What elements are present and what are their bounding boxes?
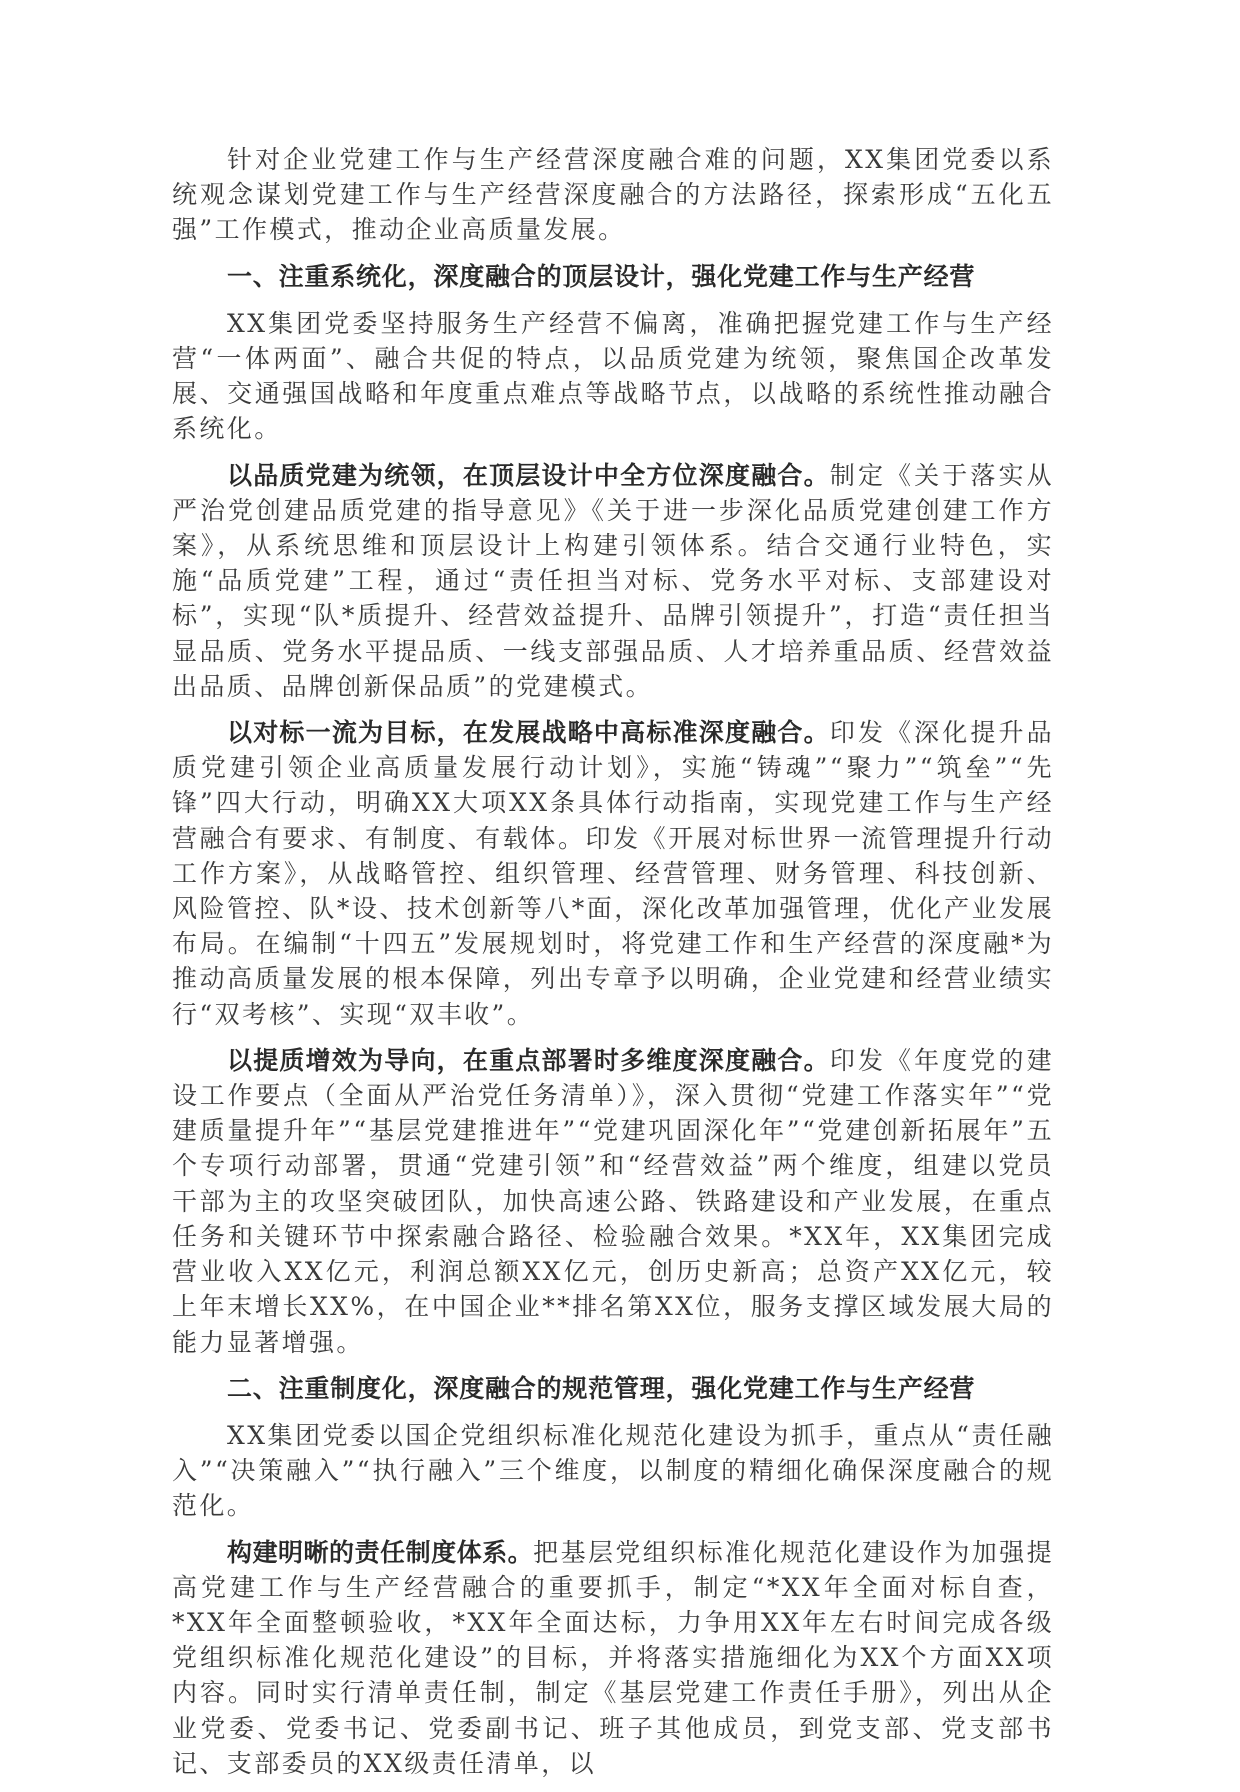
paragraph-lead: 构建明晰的责任制度体系。 <box>227 1537 534 1567</box>
document-page <box>172 142 1054 1792</box>
section-1-heading: 一、注重系统化，深度融合的顶层设计，强化党建工作与生产经营 <box>227 261 976 291</box>
paragraph-text: XX集团党委以国企党组织标准化规范化建设为抓手，重点从“责任融入”“决策融入”“执行融入”三个维度，以制度的精细化确保深度融合的规范化。 <box>172 1420 1054 1521</box>
section-1-paragraph-1 <box>172 306 1054 447</box>
paragraph-text: 印发《年度党的建设工作要点（全面从严治党任务清单）》，深入贯彻“党建工作落实年”“党建质量提升年”“基层党建推进年”“党建巩固深化年”“党建创新拓展年”五个专项行动部署，贯通“党建引领”和“经营效益”两个维度，组建以党员干部为主的攻坚突破团队，加快高速公路、铁路建设和产业发展，在重点任务和关键环节中探索融合路径、检验融合效果。*XX年，XX集团完成营业收入XX亿元，利润总额XX亿元，创历史新高；总资产XX亿元，较上年末增长XX%，在中国企业**排名第XX位，服务支撑区域发展大局的能力显著增强。 <box>172 1045 1054 1357</box>
paragraph-text: 把基层党组织标准化规范化建设作为加强提高党建工作与生产经营融合的重要抓手，制定“*XX年全面对标自查，*XX年全面整顿验收，*XX年全面达标，力争用XX年左右时间完成各级党组织标准化规范化建设”的目标，并将落实措施细化为XX个方面XX项内容。同时实行清单责任制，制定《基层党建工作责任手册》，列出从企业党委、党委书记、党委副书记、班子其他成员，到党支部、党支部书记、支部委员的XX级责任清单，以 <box>172 1537 1054 1778</box>
section-2-heading: 二、注重制度化，深度融合的规范管理，强化党建工作与生产经营 <box>227 1373 976 1403</box>
section-2-paragraph-2 <box>172 1535 1054 1781</box>
paragraph-lead: 以提质增效为导向，在重点部署时多维度深度融合。 <box>227 1045 830 1075</box>
paragraph-lead: 以品质党建为统领，在顶层设计中全方位深度融合。 <box>227 460 830 490</box>
section-1-paragraph-4 <box>172 1043 1054 1360</box>
intro-paragraph: 针对企业党建工作与生产经营深度融合难的问题，XX集团党委以系统观念谋划党建工作与生产经营深度融合的方法路径，探索形成“五化五强”工作模式，推动企业高质量发展。 <box>172 145 1054 245</box>
section-1-paragraph-2 <box>172 458 1054 704</box>
section-2-paragraph-1 <box>172 1418 1054 1524</box>
section-1-paragraph-3 <box>172 715 1054 1032</box>
paragraph-text: XX集团党委坚持服务生产经营不偏离，准确把握党建工作与生产经营“一体两面”、融合共促的特点，以品质党建为统领，聚焦国企改革发展、交通强国战略和年度重点难点等战略节点，以战略的系统性推动融合系统化。 <box>172 308 1054 444</box>
paragraph-text: 印发《深化提升品质党建引领企业高质量发展行动计划》，实施“铸魂”“聚力”“筑垒”“先锋”四大行动，明确XX大项XX条具体行动指南，实现党建工作与生产经营融合有要求、有制度、有载体。印发《开展对标世界一流管理提升行动工作方案》，从战略管控、组织管理、经营管理、财务管理、科技创新、风险管控、队*设、技术创新等八*面，深化改革加强管理，优化产业发展布局。在编制“十四五”发展规划时，将党建工作和生产经营的深度融*为推动高质量发展的根本保障，列出专章予以明确，企业党建和经营业绩实行“双考核”、实现“双丰收”。 <box>172 718 1054 1029</box>
paragraph-text: 制定《关于落实从严治党创建品质党建的指导意见》《关于进一步深化品质党建创建工作方案》，从系统思维和顶层设计上构建引领体系。结合交通行业特色，实施“品质党建”工程，通过“责任担当对标、党务水平对标、支部建设对标”，实现“队*质提升、经营效益提升、品牌引领提升”，打造“责任担当显品质、党务水平提品质、一线支部强品质、人才培养重品质、经营效益出品质、品牌创新保品质”的党建模式。 <box>172 460 1054 701</box>
paragraph-lead: 以对标一流为目标，在发展战略中高标准深度融合。 <box>227 718 830 748</box>
